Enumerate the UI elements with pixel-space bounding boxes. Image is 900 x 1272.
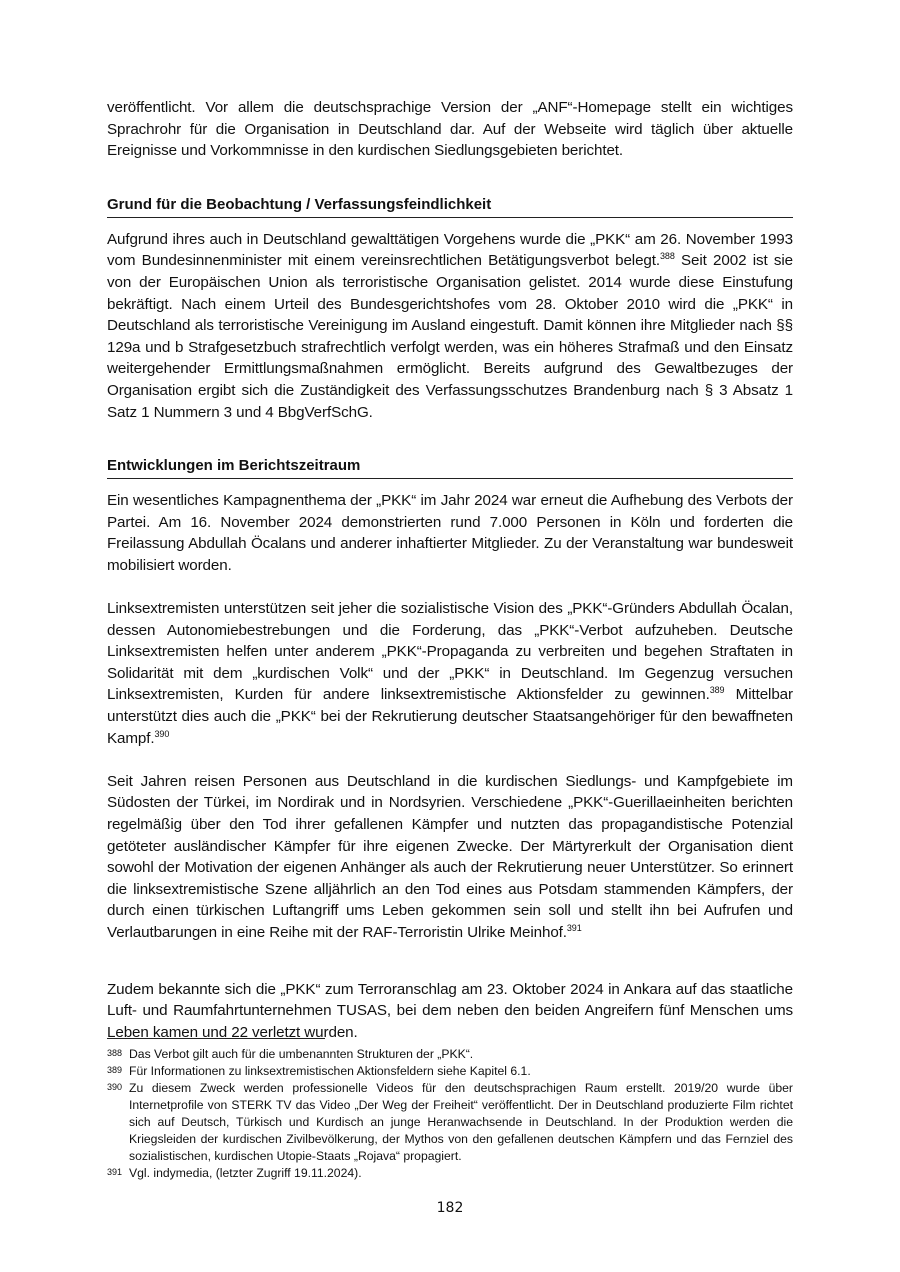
paragraph-kaempfer: Seit Jahren reisen Personen aus Deutschland in die kurdischen Siedlungs- und Kampfgebiete im Südosten der Türkei, im Nordirak und in Nordsyrien. Verschiedene „PKK“-Guerillaeinheiten berichten regelmäßig über den Tod ihrer gefallenen Kämpfer und nutzten das propagandistische Potenzial getöteter ausländischer Kämpfer für ihre eigenen Zwecke. Der Märtyrerkult der Organisation dient sowohl der Motivation der eigenen Anhänger als auch der Rekrutierung neuer Unterstützer. So erinnert die linksextremistische Szene alljährlich an den Tod eines aus Potsdam stammenden Kämpfers, der durch einen türkischen Luftangriff ums Leben gekommen sein soll und stellt ihn bei Aufrufen und Verlautbarungen in eine Reihe mit der RAF-Terroristin Ulrike Meinhof.$^{391}$ [107, 772, 793, 941]
footnote-text: Zu diesem Zweck werden professionelle Videos für den deutschsprachigen Raum erstellt. 2019/20 wurde über Internetprofile von STERK TV das Video „Der Weg der Freiheit“ veröffentlicht. Der in Deutschland produzierte Film richtet sich auf Deutsch, Türkisch und Kurdisch an junge Heranwachsende in Deutschland. In der Produktion werden die Kriegsleiden der kurdischen Zivilbevölkerung, der Mythos von den gefallenen deutschen Kämpfern und das Fernziel des sozialistischen, kurdischen Utopie-Staats „Rojava“ propagiert. [129, 1081, 793, 1163]
footnote-text: Das Verbot gilt auch für die umbenannten Strukturen der „PKK“. [129, 1047, 474, 1061]
section-heading-verfassungsfeindlichkeit: Grund für die Beobachtung / Verfassungsfeindlichkeit [107, 195, 793, 218]
paragraph-linksextremisten: Linksextremisten unterstützen seit jeher die sozialistische Vision des „PKK“-Gründers Abdullah Öcalan, dessen Autonomiebestrebungen und die Forderung, das „PKK“-Verbot aufzuheben. Deutsche Linksextremisten helfen unter anderem „PKK“-Propaganda zu verbreiten und begehen Straftaten in Solidarität mit dem „kurdischen Volk“ und der „PKK“ in Deutschland. Im Gegenzug versuchen Linksextremisten, Kurden für andere linksextremistische Aktionsfelder zu gewinnen.$^{389}$ Mittelbar unterstützt dies auch die „PKK“ bei der Rekrutierung deutscher Staatsangehöriger für den bewaffneten Kampf.$^{390}$ [107, 600, 793, 747]
footnote-ref[interactable]: 390 [154, 728, 170, 739]
footnote-number: 390 [107, 1082, 123, 1092]
footnote-number: 389 [107, 1065, 123, 1075]
footnote-ref[interactable]: 391 [566, 922, 582, 933]
footnote-separator [107, 1038, 325, 1039]
footnote-ref[interactable]: 389 [709, 685, 725, 696]
footnote-item [107, 1046, 793, 1063]
footnote-item [107, 1063, 793, 1080]
intro-paragraph: veröffentlicht. Vor allem die deutschsprachige Version der „ANF“-Homepage stellt ein wichtiges Sprachrohr für die Organisation in Deutschland dar. Auf der Webseite wird täglich über aktuelle Ereignisse und Vorkommnisse in den kurdischen Siedlungsgebieten berichtet. [107, 99, 793, 160]
section-heading-entwicklungen: Entwicklungen im Berichtszeitraum [107, 456, 793, 479]
footnote-text: Für Informationen zu linksextremistischen Aktionsfeldern siehe Kapitel 6.1. [129, 1064, 531, 1078]
footnotes [107, 1046, 793, 1182]
footnote-item [107, 1165, 793, 1182]
footnote-number: 391 [107, 1167, 123, 1177]
page-number: 182 [436, 1200, 464, 1216]
footnote-ref[interactable]: 388 [660, 251, 675, 262]
paragraph-kampagne: Ein wesentliches Kampagnenthema der „PKK“ im Jahr 2024 war erneut die Aufhebung des Verbots der Partei. Am 16. November 2024 demonstrierten rund 7.000 Personen in Köln und forderten die Freilassung Abdullah Öcalans und anderer inhaftierter Mitglieder. Zu der Veranstaltung war bundesweit mobilisiert worden. [107, 492, 793, 574]
footnote-text: Vgl. indymedia, (letzter Zugriff 19.11.2024). [129, 1166, 362, 1180]
paragraph-terroranschlag: Zudem bekannte sich die „PKK“ zum Terroranschlag am 23. Oktober 2024 in Ankara auf das staatliche Luft- und Raumfahrtunternehmen TUSAS, bei dem neben den beiden Angreifern fünf Menschen ums Leben kamen und 22 verletzt wurden. [107, 980, 793, 1041]
footnote-number: 388 [107, 1048, 123, 1058]
paragraph-verbot: Aufgrund ihres auch in Deutschland gewalttätigen Vorgehens wurde die „PKK“ am 26. November 1993 vom Bundesinnenminister mit einem vereinsrechtlichen Betätigungsverbot belegt.$^{388}$ Seit 2002 ist sie von der Europäischen Union als terroristische Organisation gelistet. 2014 wurde diese Einstufung bekräftigt. Nach einem Urteil des Bundesgerichtshofes vom 28. Oktober 2010 wird die „PKK“ in Deutschland als terroristische Vereinigung im Ausland eingestuft. Damit können ihre Mitglieder nach §§ 129a und b Strafgesetzbuch strafrechtlich verfolgt werden, was ein höheres Strafmaß und den Einsatz weitergehender Ermittlungsmaßnahmen ermöglicht. Bereits aufgrund des Gewaltbezuges der Organisation ergibt sich die Zuständigkeit des Verfassungsschutzes Brandenburg nach § 3 Absatz 1 Satz 1 Nummern 3 und 4 BbgVerfSchG. [107, 230, 793, 421]
footnote-item [107, 1080, 793, 1165]
page-body [107, 97, 793, 1043]
